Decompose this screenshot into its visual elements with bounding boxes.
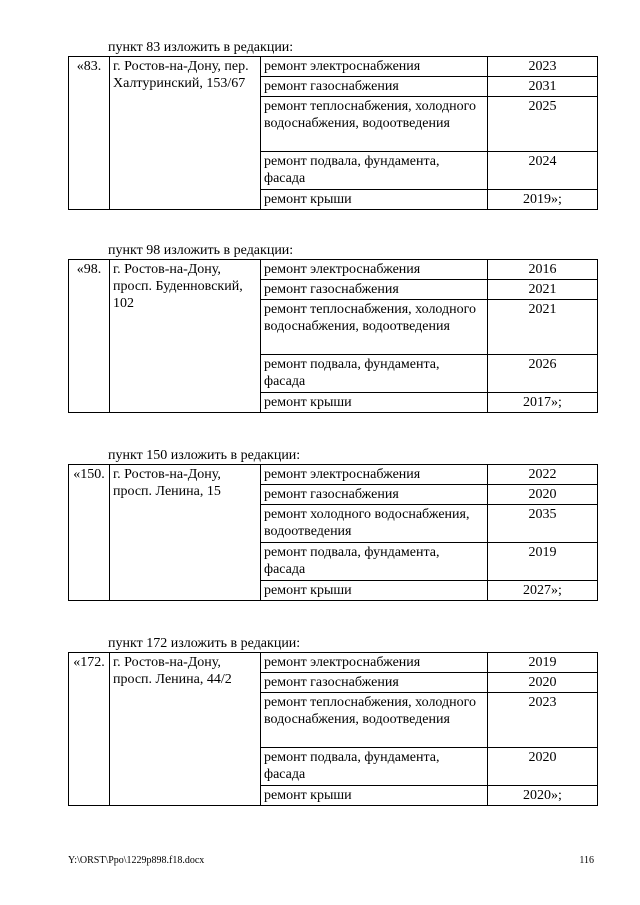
work-cell: ремонт подвала, фундамента, фасада xyxy=(261,152,488,190)
table-row xyxy=(69,260,598,280)
year-cell: 2035 xyxy=(488,505,598,543)
section-heading: пункт 83 изложить в редакции: xyxy=(108,40,294,55)
work-cell: ремонт электроснабжения xyxy=(261,57,488,77)
year-cell: 2024 xyxy=(488,152,598,190)
footer-file-path: Y:\ORST\Ppo\1229p898.f18.docx xyxy=(68,855,205,866)
work-cell: ремонт электроснабжения xyxy=(261,653,488,673)
year-cell: 2019»; xyxy=(488,190,598,210)
amendment-section-98 xyxy=(68,243,597,413)
work-cell: ремонт холодного водоснабжения, водоотведения xyxy=(261,505,488,543)
work-cell: ремонт подвала, фундамента, фасада xyxy=(261,748,488,786)
year-cell: 2022 xyxy=(488,465,598,485)
work-cell: ремонт электроснабжения xyxy=(261,260,488,280)
item-number: «98. xyxy=(69,260,110,413)
item-number: «172. xyxy=(69,653,110,806)
work-cell: ремонт теплоснабжения, холодного водоснабжения, водоотведения xyxy=(261,693,488,748)
year-cell: 2021 xyxy=(488,280,598,300)
table-row xyxy=(69,653,598,673)
year-cell: 2025 xyxy=(488,97,598,152)
address-cell: г. Ростов-на-Дону, просп. Буденновский, 102 xyxy=(110,260,261,413)
work-cell: ремонт теплоснабжения, холодного водоснабжения, водоотведения xyxy=(261,300,488,355)
amendment-table xyxy=(68,56,598,210)
amendment-table xyxy=(68,464,598,601)
work-cell: ремонт крыши xyxy=(261,786,488,806)
year-cell: 2019 xyxy=(488,543,598,581)
work-cell: ремонт крыши xyxy=(261,190,488,210)
year-cell: 2020 xyxy=(488,748,598,786)
work-cell: ремонт теплоснабжения, холодного водоснабжения, водоотведения xyxy=(261,97,488,152)
work-cell: ремонт электроснабжения xyxy=(261,465,488,485)
year-cell: 2027»; xyxy=(488,581,598,601)
table-row xyxy=(69,57,598,77)
work-cell: ремонт газоснабжения xyxy=(261,485,488,505)
work-cell: ремонт крыши xyxy=(261,581,488,601)
address-cell: г. Ростов-на-Дону, пер. Халтуринский, 153/67 xyxy=(110,57,261,210)
address-cell: г. Ростов-на-Дону, просп. Ленина, 15 xyxy=(110,465,261,601)
section-heading: пункт 98 изложить в редакции: xyxy=(108,243,294,258)
year-cell: 2017»; xyxy=(488,393,598,413)
item-number: «150. xyxy=(69,465,110,601)
page-number: 116 xyxy=(579,855,594,866)
year-cell: 2023 xyxy=(488,693,598,748)
amendment-section-83 xyxy=(68,40,597,210)
year-cell: 2031 xyxy=(488,77,598,97)
year-cell: 2020»; xyxy=(488,786,598,806)
year-cell: 2016 xyxy=(488,260,598,280)
address-cell: г. Ростов-на-Дону, просп. Ленина, 44/2 xyxy=(110,653,261,806)
work-cell: ремонт газоснабжения xyxy=(261,280,488,300)
work-cell: ремонт газоснабжения xyxy=(261,673,488,693)
amendment-table xyxy=(68,259,598,413)
section-heading: пункт 150 изложить в редакции: xyxy=(108,448,301,463)
amendment-section-150 xyxy=(68,448,597,601)
table-row xyxy=(69,465,598,485)
section-heading: пункт 172 изложить в редакции: xyxy=(108,636,301,651)
amendment-section-172 xyxy=(68,636,597,806)
work-cell: ремонт газоснабжения xyxy=(261,77,488,97)
year-cell: 2021 xyxy=(488,300,598,355)
year-cell: 2023 xyxy=(488,57,598,77)
work-cell: ремонт крыши xyxy=(261,393,488,413)
year-cell: 2026 xyxy=(488,355,598,393)
work-cell: ремонт подвала, фундамента, фасада xyxy=(261,543,488,581)
work-cell: ремонт подвала, фундамента, фасада xyxy=(261,355,488,393)
year-cell: 2019 xyxy=(488,653,598,673)
item-number: «83. xyxy=(69,57,110,210)
year-cell: 2020 xyxy=(488,485,598,505)
amendment-table xyxy=(68,652,598,806)
year-cell: 2020 xyxy=(488,673,598,693)
